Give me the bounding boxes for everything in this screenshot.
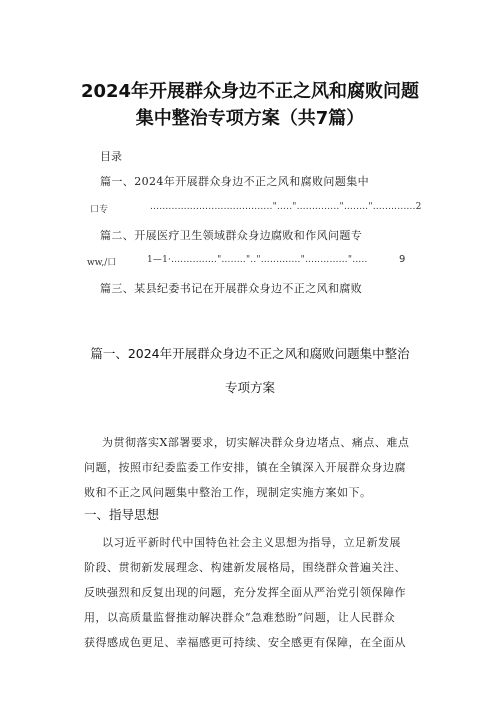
toc-item-2-leader: 1—1·.…….….…"…..…".."…..…..…"..…………"….. xyxy=(147,255,368,265)
doc-title-line1: 2024年开展群众身边不正之风和腐败问题 xyxy=(80,81,420,102)
intro-line: 为贯彻落实X部署要求，切实解决群众身边堵点、痛点、难点 xyxy=(102,436,410,449)
toc-item-2[interactable]: 篇二、开展医疗卫生领域群众身边腐败和作风问题专 xyxy=(100,229,363,242)
toc-item-3[interactable]: 篇三、某县纪委书记在开展群众身边不正之风和腐败 xyxy=(100,282,363,295)
toc-item-1[interactable]: 篇一、2024年开展群众身边不正之风和腐败问题集中 xyxy=(100,175,369,188)
toc-item-1-leader: ….…..…….…..….…..…..….."….."…..….….."…..…"…..…..….2 xyxy=(150,202,422,212)
section-title-line1: 篇一、2024年开展群众身边不正之风和腐败问题集中整治 xyxy=(90,346,410,361)
doc-title-line2: 集中整治专项方案（共7篇） xyxy=(135,108,365,129)
toc-heading: 目录 xyxy=(100,150,122,163)
intro-line: 问题，按照市纪委监委工作安排，镇在全镇深入开展群众身边腐 xyxy=(84,461,406,474)
body-line: 以习近平新时代中国特色社会主义思想为指导，立足新发展 xyxy=(102,536,401,549)
body-line: 获得感成色更足、幸福感更可持续、安全感更有保障，在全面从 xyxy=(84,636,406,649)
intro-line: 败和不正之风问题集中整治工作，现制定实施方案如下。 xyxy=(84,486,372,499)
heading-guiding-ideology: 一、指导思想 xyxy=(84,507,160,522)
toc-item-2-page: 9 xyxy=(399,254,406,265)
toc-item-1-cont-text: 口专 xyxy=(90,205,109,215)
body-line: 阶段、贯彻新发展理念、构建新发展格局，围绕群众普遍关注、 xyxy=(84,561,406,574)
body-line: 反映强烈和反复出现的问题，充分发挥全面从严治党引领保障作 xyxy=(84,586,406,599)
body-line: 用，以高质量监督推动解决群众“急难愁盼”问题，让人民群众 xyxy=(84,611,396,624)
toc-item-2-cont-text: ww,/口 xyxy=(87,258,117,268)
section-title-line2: 专项方案 xyxy=(224,380,275,395)
